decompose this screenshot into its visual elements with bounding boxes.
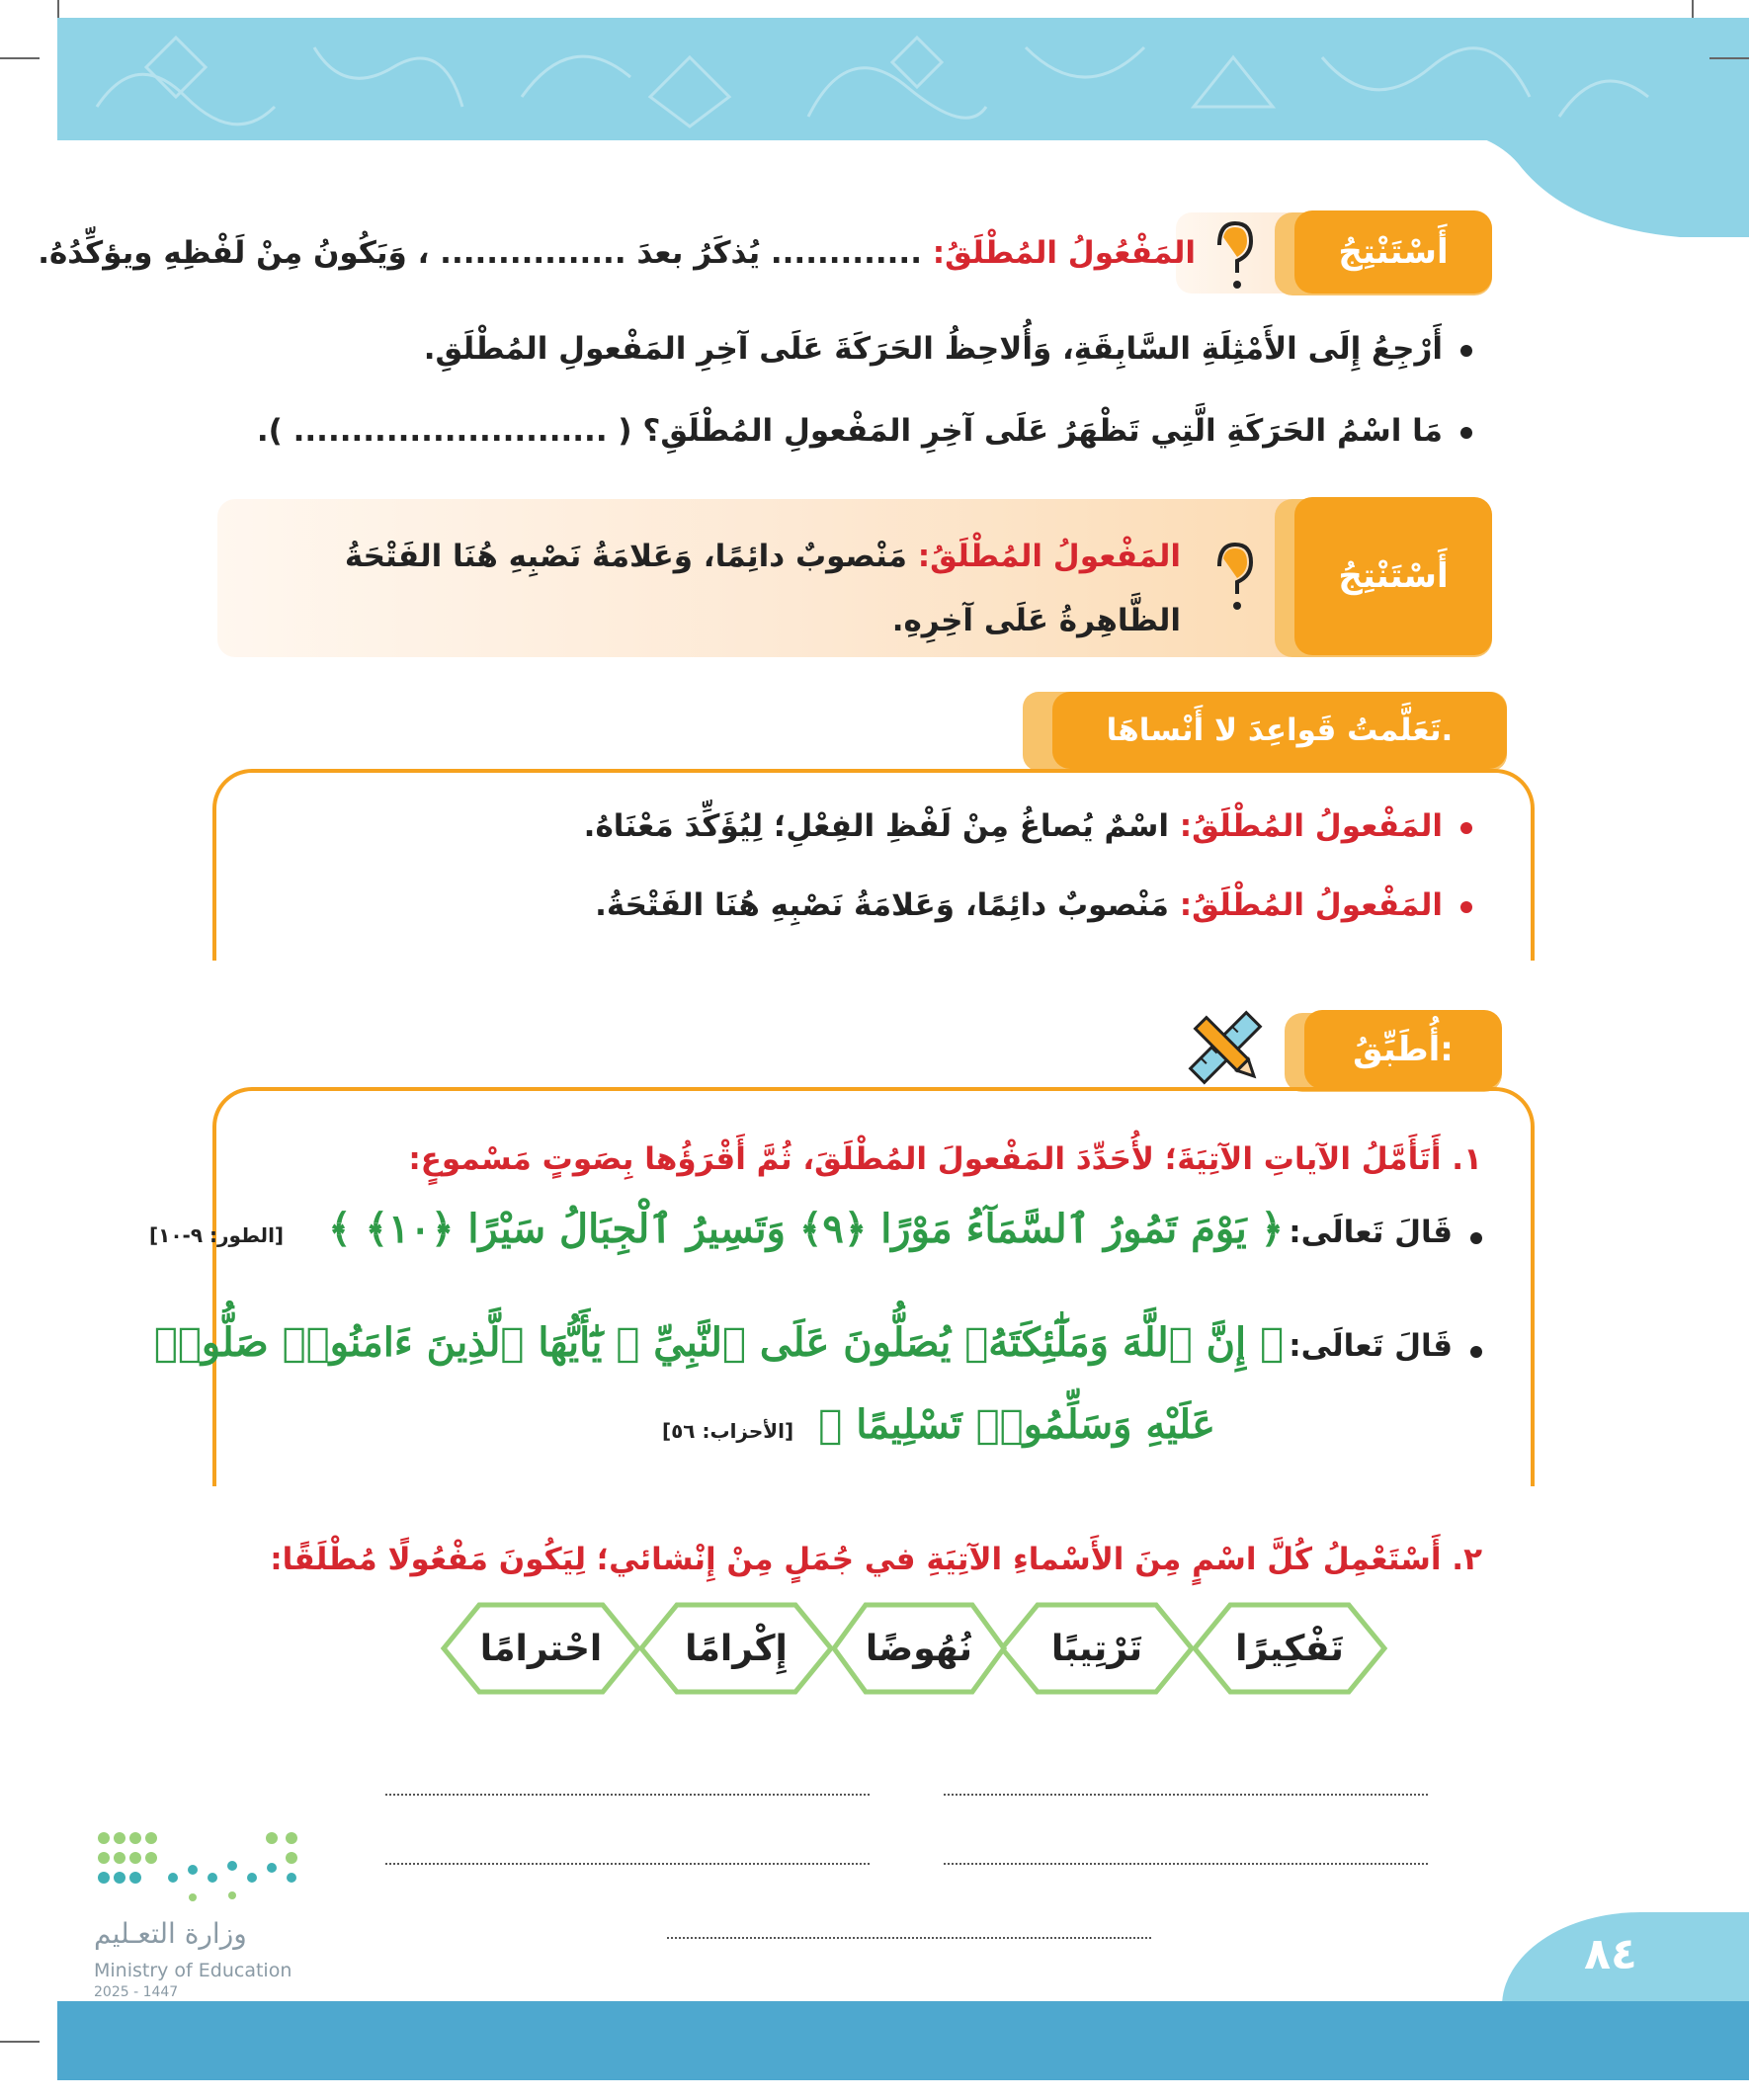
verse-intro: قَالَ تَعالَى: — [1289, 1215, 1453, 1250]
conclude2-tab: أَسْتَنْتِجُ — [1294, 497, 1492, 655]
rule-text: مَنْصوبٌ دائِمًا، وَعَلامَةُ نَصْبِهِ هُنَا الفَتْحَةُ. — [595, 887, 1169, 923]
verse-ref: [الأحزاب: ٥٦] — [661, 1419, 794, 1443]
verse-text: ﴿ إِنَّ ٱللَّهَ وَمَلَٰٓئِكَتَهُۥ يُصَلُّونَ عَلَى ٱلنَّبِيِّ ۚ يَٰٓأَيُّهَا ٱلَّذِينَ ءَامَنُوا۟ صَلُّوا۟ — [153, 1319, 1285, 1366]
rule-text: اسْمٌ يُصاغُ مِنْ لَفْظِ الفِعْلِ؛ لِيُؤَكِّدَ مَعْنَاهُ. — [583, 808, 1169, 844]
rules-tab: تَعَلَّمتُ قَواعِدَ لا أَنْساهَا. — [1052, 692, 1507, 769]
question-icon — [1208, 539, 1257, 618]
rule-term: المَفْعولُ المُطْلَقُ: — [1179, 887, 1443, 923]
verse-text: عَلَيْهِ وَسَلِّمُوا۟ تَسْلِيمًا ﴾ — [818, 1401, 1215, 1448]
verse-1 — [148, 1206, 1482, 1252]
verse-intro: قَالَ تَعالَى: — [1289, 1328, 1453, 1364]
word-text: إِكْرامًا — [685, 1628, 788, 1669]
conclude2-line2: الظَّاهِرةُ عَلَى آخِرِهِ. — [891, 603, 1181, 638]
question-1: ١. أَتَأَمَّلُ الآياتِ الآتِيَةَ؛ لأُحَدِّدَ المَفْعولَ المُطْلَقَ، ثُمَّ أَقْرَؤُها بِصَوتٍ مَسْموعٍ: — [408, 1141, 1482, 1177]
word-pill — [998, 1601, 1196, 1696]
answer-line[interactable] — [385, 1863, 870, 1865]
conclude1-line — [38, 235, 1196, 271]
bullet-item — [296, 331, 1472, 367]
crop-mark — [1692, 0, 1694, 18]
word-pill — [440, 1601, 642, 1696]
bullet-dot — [1460, 822, 1472, 834]
word-pill — [1191, 1601, 1388, 1696]
conclude2-text: مَنْصوبٌ دائِمًا، وَعَلامَةُ نَصْبِهِ هُنَا الفَتْحَةُ — [344, 539, 907, 574]
ministry-logo-icon — [94, 1818, 311, 1927]
conclude2-line1 — [247, 539, 1181, 574]
answer-line[interactable] — [944, 1794, 1428, 1796]
word-text: نُهُوضًا — [865, 1628, 973, 1669]
bullet-dot — [1460, 901, 1472, 913]
footer-band — [57, 2001, 1749, 2080]
verse-text: ﴿ يَوْمَ تَمُورُ ٱلسَّمَآءُ مَوْرًا ﴿٩﴾ وَتَسِيرُ ٱلْجِبَالُ سَيْرًا ﴿١٠﴾ ﴾ — [328, 1206, 1285, 1252]
word-text: تَفْكِيرًا — [1235, 1628, 1344, 1669]
logo-year: 2025 - 1447 — [94, 1984, 179, 2000]
verse-2-line2 — [395, 1401, 1215, 1448]
bullet-dot — [1460, 345, 1472, 357]
rule-term: المَفْعولُ المُطْلَقُ: — [1179, 808, 1443, 844]
rule-item — [296, 808, 1472, 844]
answer-line[interactable] — [944, 1863, 1428, 1865]
crop-mark — [57, 0, 59, 18]
conclude1-text: ............. يُذكَرُ بعدَ ................ ، وَيَكُونُ مِنْ لَفْظِهِ ويؤكِّدُهُ. — [38, 235, 922, 271]
word-pill — [830, 1601, 1008, 1696]
word-text: تَرْتِيبًا — [1050, 1628, 1143, 1669]
bullet-dot — [1460, 427, 1472, 439]
ruler-pencil-icon — [1181, 1008, 1270, 1087]
conclude-tab: أَسْتَنْتِجُ — [1294, 210, 1492, 294]
bullet-dot — [1470, 1232, 1482, 1244]
verse-ref: [الطور: ٩-١٠] — [148, 1223, 285, 1247]
question-icon — [1208, 217, 1257, 296]
page-number: ٨٤ — [1584, 1929, 1637, 1979]
conclude1-term: المَفْعُولُ المُطْلَقُ: — [932, 235, 1196, 271]
answer-line[interactable] — [667, 1937, 1151, 1939]
verse-2 — [153, 1319, 1482, 1366]
crop-mark — [1709, 57, 1749, 59]
logo-arabic: وزارة التعـليم — [94, 1917, 247, 1950]
bullet-item — [256, 413, 1472, 449]
crop-mark — [0, 57, 40, 59]
bullet-text: مَا اسْمُ الحَرَكَةِ الَّتِي تَظْهَرُ عَلَى آخِرِ المَفْعولِ المُطْلَقِ؟ ( ........................... ). — [256, 413, 1443, 449]
apply-tab: أُطَبِّقُ: — [1304, 1010, 1502, 1089]
bullet-dot — [1470, 1346, 1482, 1358]
calligraphy-pattern — [57, 18, 1749, 140]
rules-box — [212, 769, 1535, 961]
logo-english: Ministry of Education — [94, 1960, 292, 1981]
rule-item — [296, 887, 1472, 923]
crop-mark — [0, 2041, 40, 2043]
bullet-text: أَرْجِعُ إِلَى الأَمْثِلَةِ السَّابِقَةِ، وَأُلاحِظُ الحَرَكَةَ عَلَى آخِرِ المَفْعولِ المُطْلَقِ. — [423, 331, 1443, 367]
answer-line[interactable] — [385, 1794, 870, 1796]
question-2: ٢. أَسْتَعْمِلُ كُلَّ اسْمٍ مِنَ الأَسْماءِ الآتِيَةِ في جُمَلٍ مِنْ إِنْشائي؛ لِيَكُونَ مَفْعُولًا مُطْلَقًا: — [270, 1542, 1482, 1577]
word-text: احْترامًا — [479, 1628, 603, 1669]
word-pill — [637, 1601, 835, 1696]
conclude2-term: المَفْعولُ المُطْلَقُ: — [917, 539, 1181, 574]
